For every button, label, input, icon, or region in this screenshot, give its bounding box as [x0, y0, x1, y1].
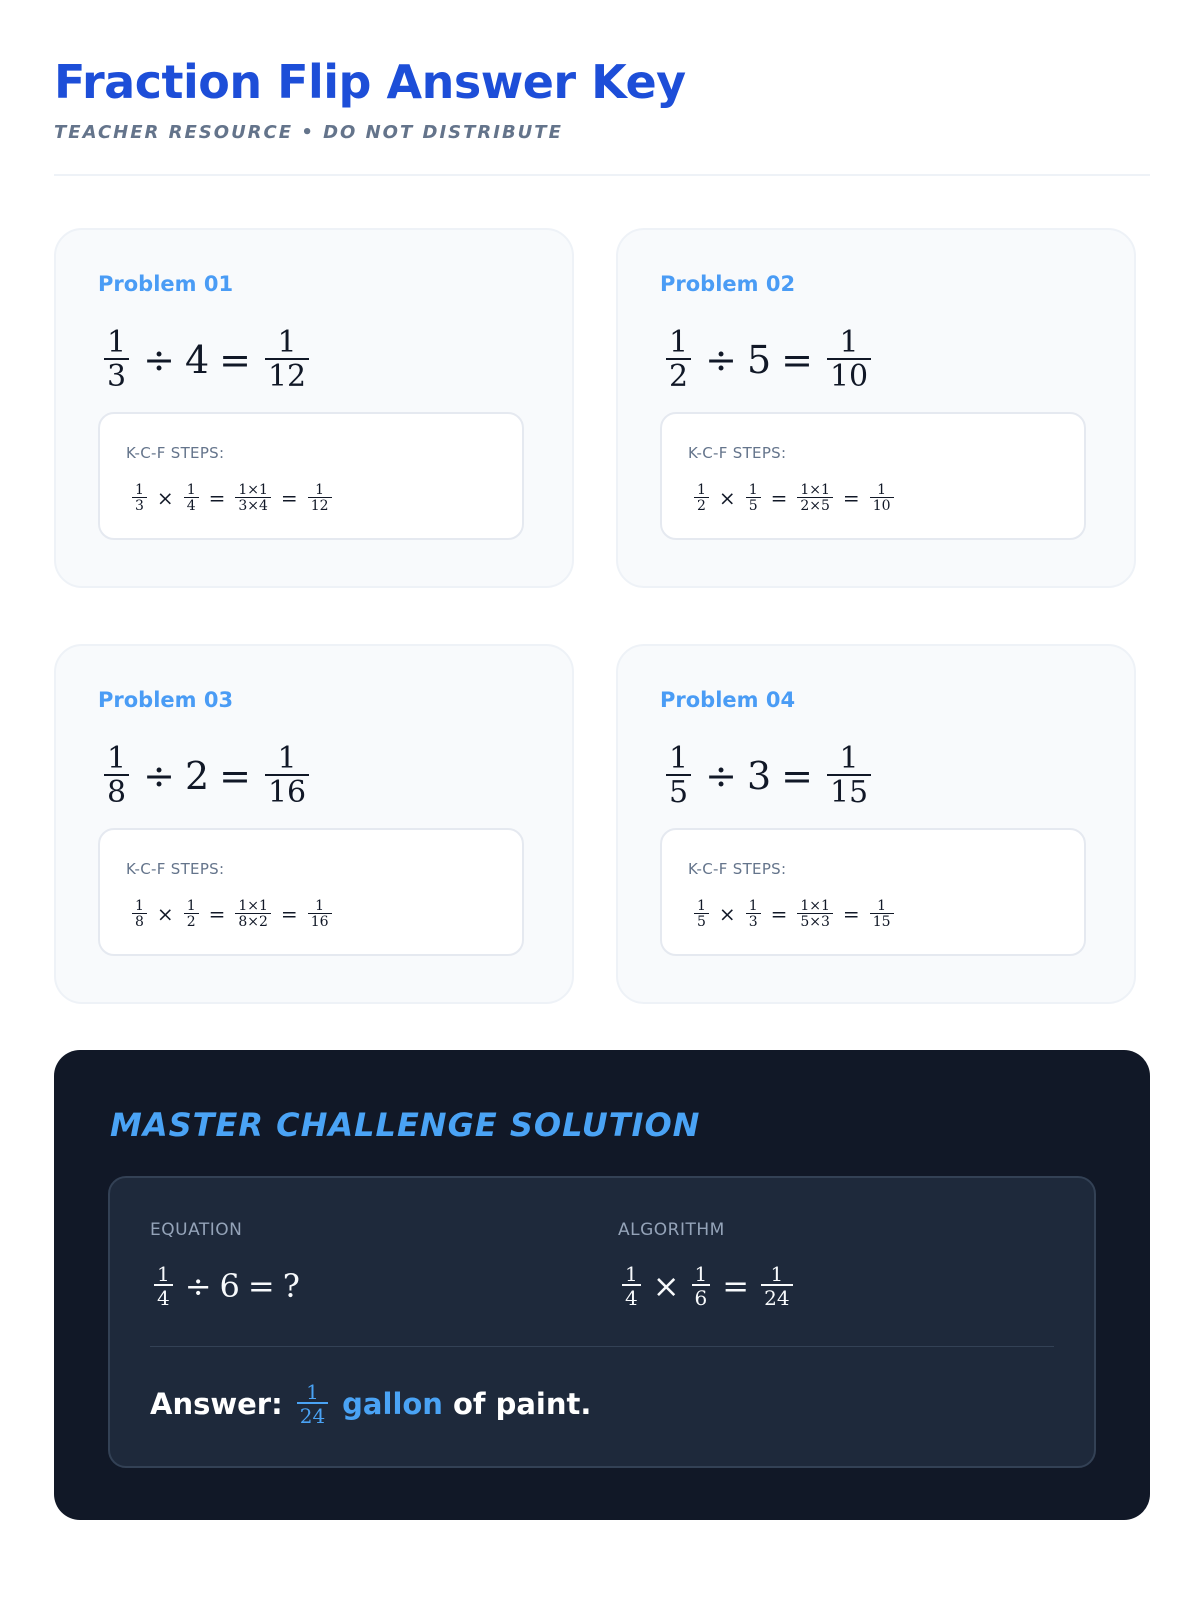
- divide-operator: ÷: [705, 338, 737, 382]
- fraction-denominator: 16: [308, 913, 332, 929]
- fraction-denominator: 12: [308, 497, 332, 513]
- fraction-denominator: 8: [104, 774, 129, 808]
- fraction-denominator: 16: [265, 774, 309, 808]
- fraction-numerator: 1×1: [238, 482, 268, 498]
- dividend-fraction: [104, 325, 129, 394]
- unknown-value: ?: [282, 1267, 300, 1305]
- fraction-denominator: 3: [104, 358, 129, 392]
- fraction-denominator: 4: [622, 1284, 641, 1308]
- divisor: 2: [184, 754, 210, 798]
- result-fraction: [827, 741, 871, 810]
- fraction-numerator: 1: [135, 898, 144, 914]
- fraction-numerator: 1: [186, 482, 196, 498]
- answer-prefix: Answer:: [150, 1387, 283, 1421]
- fraction-denominator: 4: [184, 497, 199, 513]
- fraction-numerator: 1×1: [238, 898, 268, 914]
- fraction-numerator: 1: [157, 1262, 170, 1286]
- fraction-denominator: 12: [265, 358, 309, 392]
- challenge-answer: [150, 1374, 591, 1434]
- master-challenge-panel: [54, 1050, 1150, 1520]
- kcf-steps-math: [128, 894, 336, 934]
- kcf-steps-label: K-C-F STEPS:: [126, 444, 225, 462]
- fraction-denominator: 10: [870, 497, 894, 513]
- result-fraction: [265, 741, 309, 810]
- fraction-numerator: 1: [669, 325, 689, 360]
- multiply-operator: ×: [718, 902, 736, 926]
- dividend-fraction: [154, 1264, 173, 1308]
- problem-label: Problem 02: [660, 272, 796, 296]
- keep-fraction: [132, 483, 147, 513]
- answer-unit: gallon: [342, 1387, 443, 1421]
- kcf-steps-math: [128, 478, 336, 518]
- page-subtitle: TEACHER RESOURCE • DO NOT DISTRIBUTE: [54, 122, 563, 143]
- problem-equation: [662, 325, 875, 394]
- problem-label: Problem 04: [660, 688, 796, 712]
- result-fraction: [870, 483, 894, 513]
- fraction-numerator: 1: [877, 482, 887, 498]
- problem-card-03: [54, 644, 574, 1004]
- divide-operator: ÷: [184, 1267, 212, 1305]
- fraction-numerator: 1×1: [800, 898, 830, 914]
- divisor: 4: [184, 338, 210, 382]
- result-fraction: [265, 325, 309, 394]
- dividend-fraction: [666, 325, 691, 394]
- equals-operator: =: [842, 486, 860, 510]
- equals-operator: =: [842, 902, 860, 926]
- flip-fraction: [692, 1264, 711, 1308]
- fraction-numerator: 1: [839, 741, 859, 776]
- equals-operator: =: [219, 338, 251, 382]
- problem-card-02: [616, 228, 1136, 588]
- challenge-solution-box: [108, 1176, 1096, 1468]
- multiply-operator: ×: [156, 486, 174, 510]
- equals-operator: =: [219, 754, 251, 798]
- fraction-numerator: 1: [748, 482, 758, 498]
- fraction-numerator: 1: [306, 1380, 319, 1404]
- fraction-numerator: 1: [107, 741, 127, 776]
- answer-fraction: [297, 1382, 328, 1426]
- kcf-steps-label: K-C-F STEPS:: [688, 860, 787, 878]
- multiply-operator: ×: [652, 1267, 680, 1305]
- kcf-steps-math: [690, 478, 898, 518]
- problem-card-01: [54, 228, 574, 588]
- fraction-denominator: 3: [132, 497, 147, 513]
- flip-fraction: [184, 899, 199, 929]
- equals-operator: =: [208, 486, 226, 510]
- multiply-operator: ×: [156, 902, 174, 926]
- divide-operator: ÷: [143, 338, 175, 382]
- dividend-fraction: [666, 741, 691, 810]
- divisor: 5: [746, 338, 772, 382]
- result-fraction: [827, 325, 871, 394]
- divide-operator: ÷: [143, 754, 175, 798]
- kcf-steps-box: [98, 412, 524, 540]
- equals-operator: =: [247, 1267, 275, 1305]
- product-fraction: [797, 483, 833, 513]
- flip-fraction: [746, 483, 761, 513]
- multiply-operator: ×: [718, 486, 736, 510]
- fraction-denominator: 15: [827, 774, 871, 808]
- problem-label: Problem 01: [98, 272, 234, 296]
- fraction-numerator: 1: [669, 741, 689, 776]
- fraction-denominator: 6: [692, 1284, 711, 1308]
- fraction-denominator: 2: [666, 358, 691, 392]
- product-fraction: [235, 899, 271, 929]
- fraction-numerator: 1: [839, 325, 859, 360]
- fraction-denominator: 8×2: [235, 913, 271, 929]
- fraction-denominator: 3×4: [235, 497, 271, 513]
- kcf-steps-label: K-C-F STEPS:: [688, 444, 787, 462]
- kcf-steps-math: [690, 894, 898, 934]
- fraction-numerator: 1: [315, 482, 325, 498]
- keep-fraction: [622, 1264, 641, 1308]
- fraction-numerator: 1: [697, 482, 706, 498]
- fraction-numerator: 1: [186, 898, 196, 914]
- divide-operator: ÷: [705, 754, 737, 798]
- problem-equation: [100, 741, 313, 810]
- fraction-numerator: 1: [697, 898, 706, 914]
- challenge-title: MASTER CHALLENGE SOLUTION: [110, 1106, 701, 1144]
- fraction-numerator: 1: [107, 325, 127, 360]
- fraction-numerator: 1×1: [800, 482, 830, 498]
- flip-fraction: [184, 483, 199, 513]
- fraction-denominator: 8: [132, 913, 147, 929]
- kcf-steps-box: [660, 412, 1086, 540]
- fraction-denominator: 10: [827, 358, 871, 392]
- problem-equation: [662, 741, 875, 810]
- product-fraction: [235, 483, 271, 513]
- result-fraction: [761, 1264, 792, 1308]
- fraction-denominator: 5×3: [797, 913, 833, 929]
- result-fraction: [308, 899, 332, 929]
- fraction-numerator: 1: [877, 898, 887, 914]
- product-fraction: [797, 899, 833, 929]
- kcf-steps-box: [98, 828, 524, 956]
- equals-operator: =: [722, 1267, 750, 1305]
- keep-fraction: [694, 483, 709, 513]
- equals-operator: =: [781, 338, 813, 382]
- fraction-numerator: 1: [625, 1262, 638, 1286]
- equation-label: EQUATION: [150, 1220, 243, 1240]
- keep-fraction: [132, 899, 147, 929]
- fraction-numerator: 1: [770, 1262, 784, 1286]
- fraction-numerator: 1: [694, 1262, 708, 1286]
- fraction-denominator: 2×5: [797, 497, 833, 513]
- result-fraction: [308, 483, 332, 513]
- fraction-denominator: 2: [184, 913, 199, 929]
- fraction-denominator: 4: [154, 1284, 173, 1308]
- fraction-denominator: 5: [666, 774, 691, 808]
- fraction-denominator: 2: [694, 497, 709, 513]
- fraction-denominator: 3: [746, 913, 761, 929]
- flip-fraction: [746, 899, 761, 929]
- result-fraction: [870, 899, 894, 929]
- kcf-steps-label: K-C-F STEPS:: [126, 860, 225, 878]
- equals-operator: =: [770, 902, 788, 926]
- keep-fraction: [694, 899, 709, 929]
- challenge-algorithm: [618, 1256, 797, 1316]
- equals-operator: =: [781, 754, 813, 798]
- fraction-numerator: 1: [135, 482, 144, 498]
- equals-operator: =: [280, 486, 298, 510]
- equals-operator: =: [208, 902, 226, 926]
- fraction-denominator: 5: [694, 913, 709, 929]
- equals-operator: =: [280, 902, 298, 926]
- kcf-steps-box: [660, 828, 1086, 956]
- fraction-numerator: 1: [277, 325, 297, 360]
- fraction-denominator: 24: [297, 1402, 328, 1426]
- fraction-numerator: 1: [315, 898, 325, 914]
- problem-equation: [100, 325, 313, 394]
- challenge-equation: [150, 1256, 300, 1316]
- fraction-numerator: 1: [748, 898, 758, 914]
- challenge-divider: [150, 1346, 1054, 1347]
- dividend-fraction: [104, 741, 129, 810]
- header-divider: [54, 174, 1150, 176]
- fraction-denominator: 15: [870, 913, 894, 929]
- fraction-denominator: 5: [746, 497, 761, 513]
- equals-operator: =: [770, 486, 788, 510]
- fraction-numerator: 1: [277, 741, 297, 776]
- answer-suffix: of paint.: [452, 1387, 592, 1421]
- algorithm-label: ALGORITHM: [618, 1220, 725, 1240]
- divisor: 6: [219, 1267, 240, 1305]
- page-title: Fraction Flip Answer Key: [54, 55, 686, 109]
- fraction-denominator: 24: [761, 1284, 792, 1308]
- problem-label: Problem 03: [98, 688, 234, 712]
- divisor: 3: [746, 754, 772, 798]
- problem-card-04: [616, 644, 1136, 1004]
